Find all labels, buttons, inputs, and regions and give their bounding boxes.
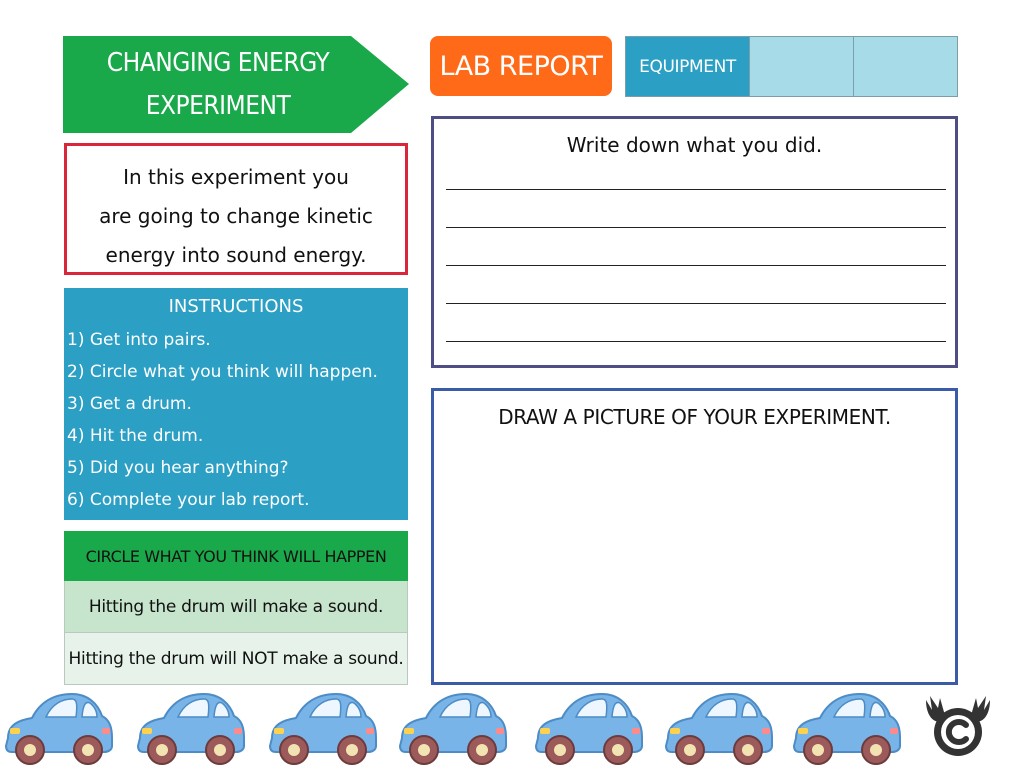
blue-car-icon	[790, 690, 902, 765]
prediction-heading: CIRCLE WHAT YOU THINK WILL HAPPEN	[64, 531, 408, 581]
instructions-list	[64, 324, 408, 516]
tab-equipment[interactable]: EQUIPMENT	[625, 36, 750, 97]
blue-car-icon	[396, 690, 508, 765]
instruction-step: 1) Get into pairs.	[67, 330, 211, 350]
blue-car-icon	[662, 690, 774, 765]
intro-line-2: are going to change kinetic	[99, 204, 373, 228]
blue-car-icon	[266, 690, 378, 765]
instructions-heading: INSTRUCTIONS	[168, 296, 304, 317]
blue-car-icon	[2, 690, 114, 765]
intro-box	[64, 143, 408, 275]
car-border	[0, 690, 1024, 768]
report-tabs	[625, 36, 958, 97]
writing-lines[interactable]	[446, 186, 946, 342]
prediction-option-sound[interactable]: Hitting the drum will make a sound.	[64, 581, 408, 633]
instruction-step: 2) Circle what you think will happen.	[67, 362, 378, 382]
intro-line-3: energy into sound energy.	[105, 243, 367, 267]
writing-line[interactable]	[446, 228, 946, 266]
write-prompt: Write down what you did.	[566, 133, 823, 157]
instruction-step: 6) Complete your lab report.	[67, 490, 310, 510]
instruction-step: 5) Did you hear anything?	[67, 458, 289, 478]
blue-car-icon	[134, 690, 246, 765]
tab-blank-1[interactable]	[750, 36, 854, 97]
instructions-panel	[64, 288, 408, 520]
moose-copyright-icon	[920, 692, 996, 762]
writing-line[interactable]	[446, 190, 946, 228]
title-line-2: EXPERIMENT	[145, 91, 291, 121]
title-line-1: CHANGING ENERGY	[106, 48, 330, 78]
draw-section[interactable]	[431, 388, 958, 685]
prediction-option-no-sound[interactable]: Hitting the drum will NOT make a sound.	[64, 633, 408, 685]
writing-line[interactable]	[446, 266, 946, 304]
instruction-step: 3) Get a drum.	[67, 394, 192, 414]
write-section	[431, 116, 958, 368]
blue-car-icon	[532, 690, 644, 765]
lab-report-label: LAB REPORT	[430, 36, 612, 96]
writing-line[interactable]	[446, 304, 946, 342]
tab-blank-2[interactable]	[854, 36, 958, 97]
page-title	[63, 42, 373, 128]
draw-prompt: DRAW A PICTURE OF YOUR EXPERIMENT.	[498, 405, 891, 429]
instruction-step: 4) Hit the drum.	[67, 426, 204, 446]
title-banner	[63, 36, 409, 133]
prediction-table	[64, 531, 408, 685]
intro-line-1: In this experiment you	[123, 165, 349, 189]
